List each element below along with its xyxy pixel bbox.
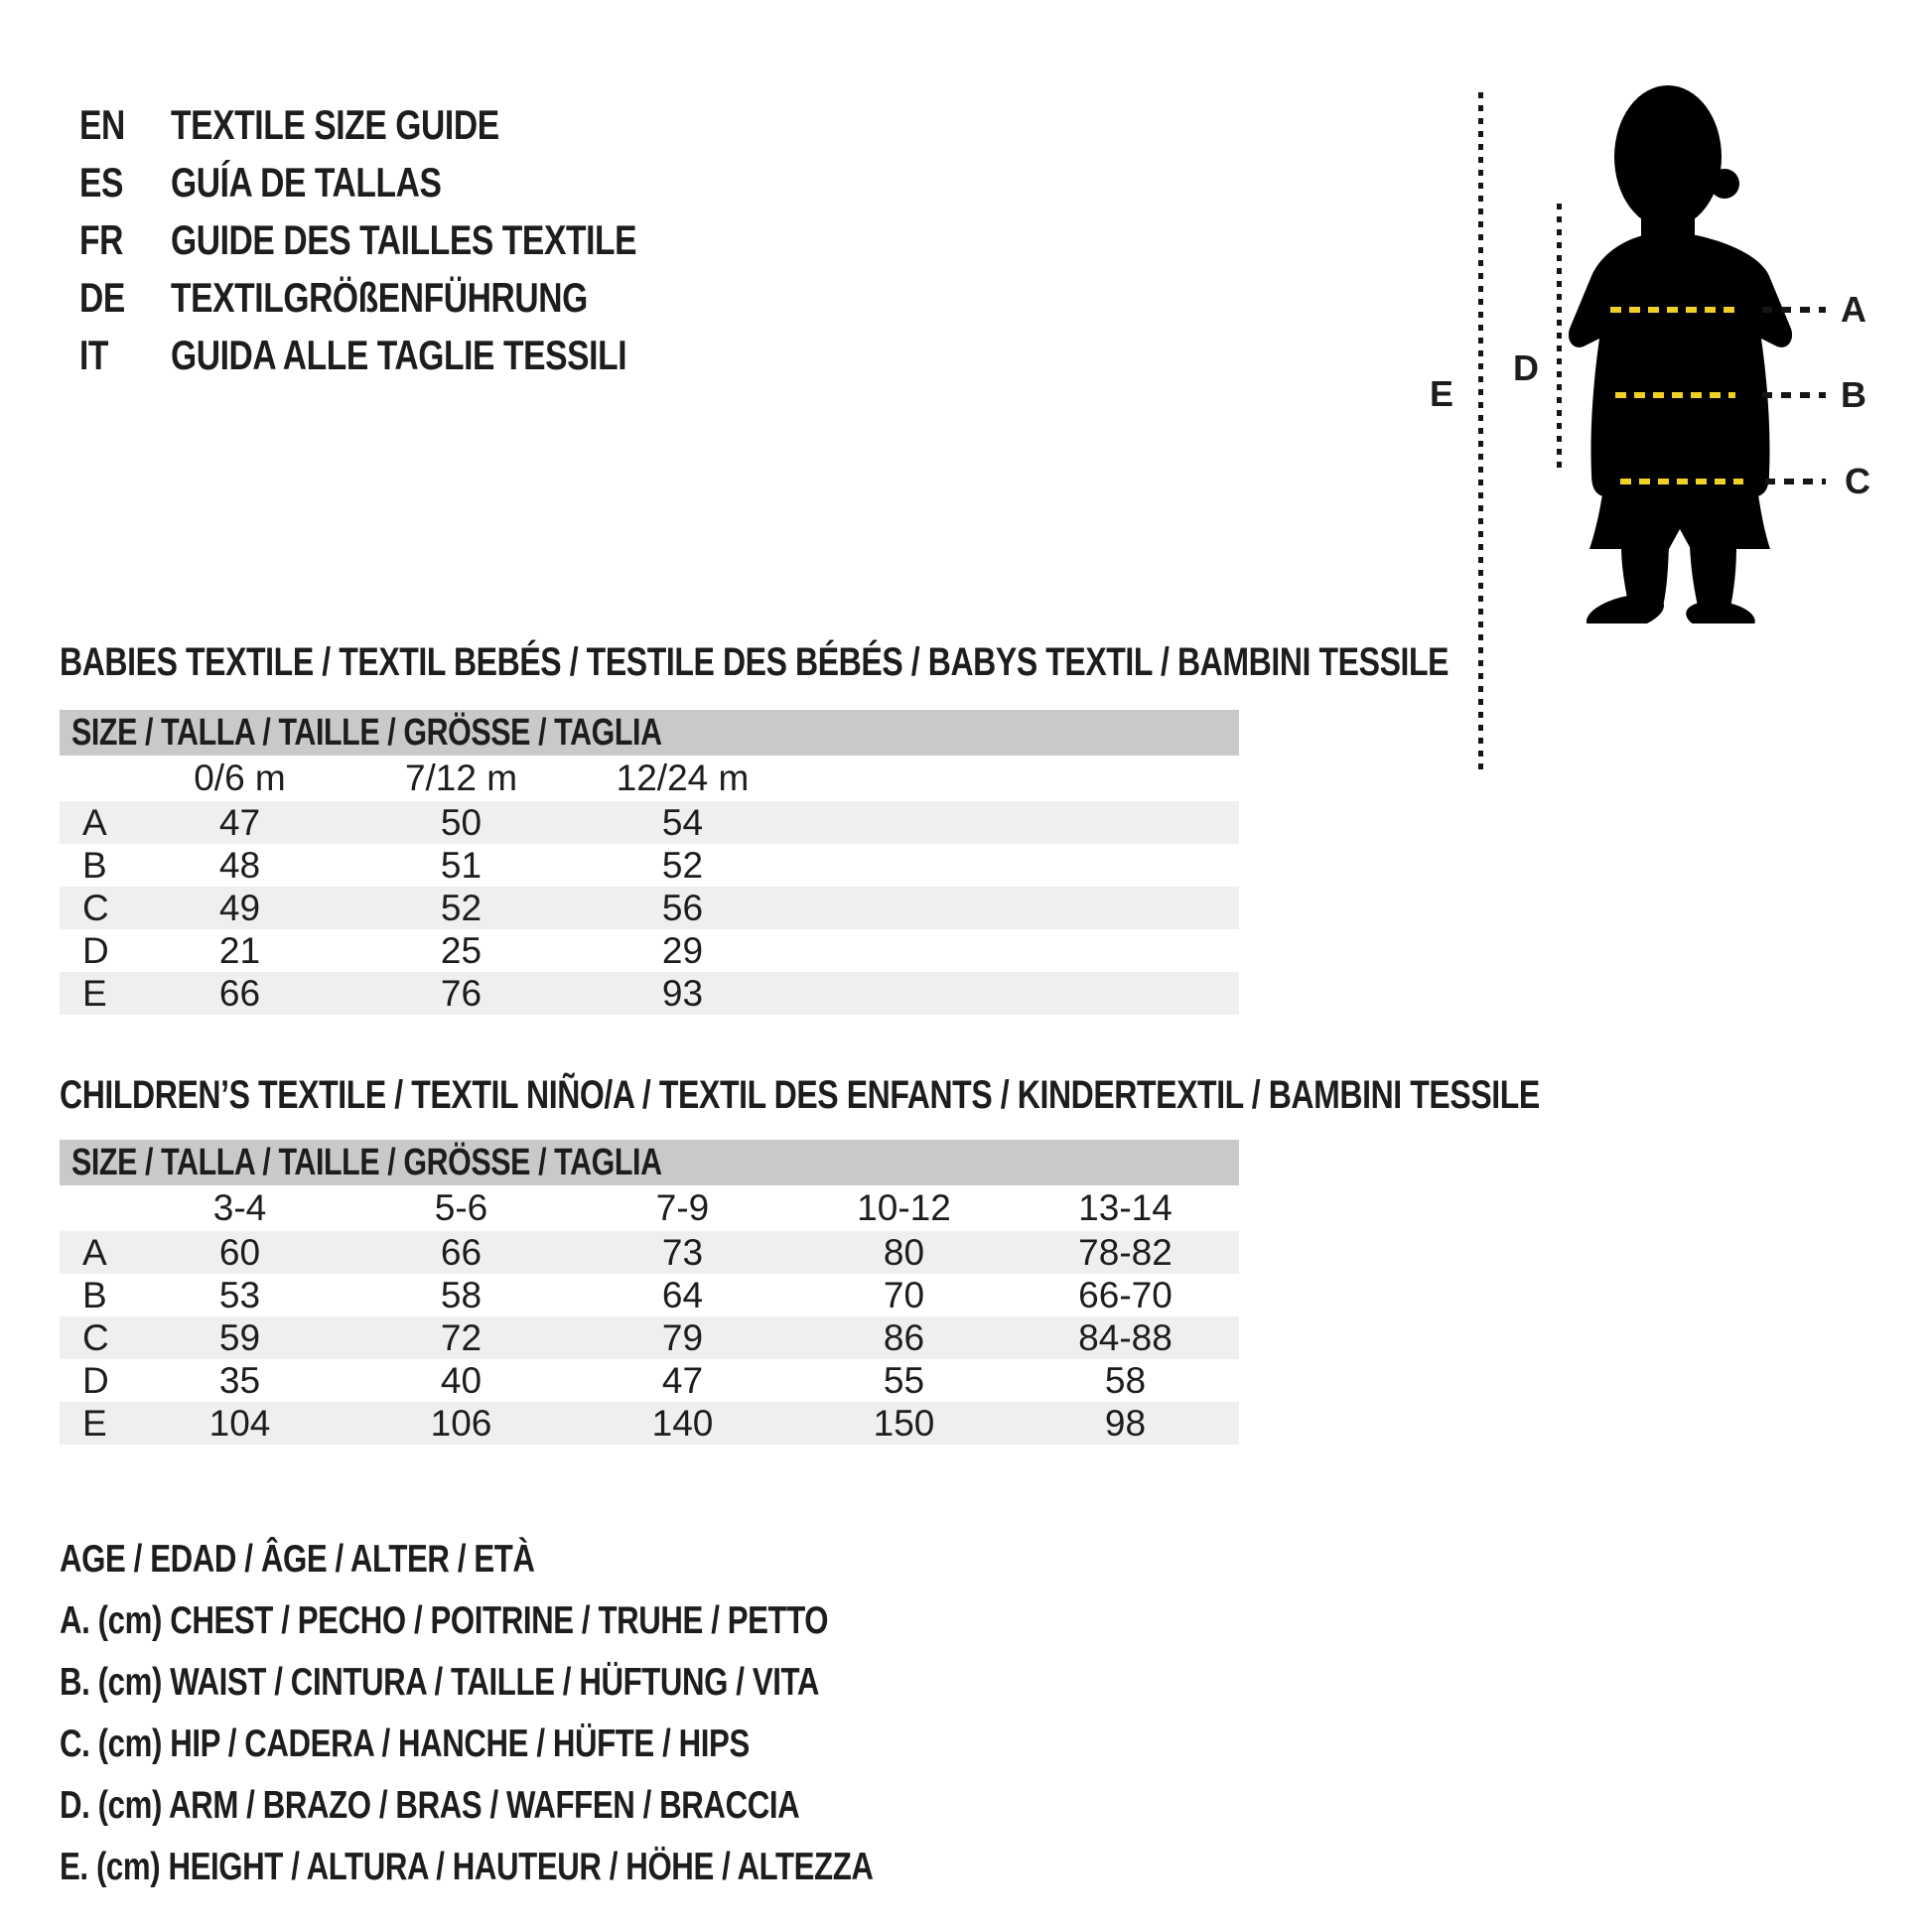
table-body [60, 1231, 1239, 1445]
table-cell-value: 84-88 [1078, 1316, 1173, 1358]
language-title-text: TEXTILE SIZE GUIDE [171, 101, 499, 148]
table-cell-value: 59 [218, 1316, 261, 1358]
measure-label-waist: B [1841, 374, 1866, 415]
legend-line-text: E. (cm) HEIGHT / ALTURA / HAUTEUR / HÖHE / ALTEZZA [60, 1846, 874, 1888]
language-title-list [79, 96, 753, 384]
table-cell-value: 98 [1104, 1402, 1147, 1444]
language-code-text: EN [79, 101, 125, 148]
table-cell-value: 70 [883, 1274, 925, 1315]
silhouette-shorts [1589, 487, 1770, 549]
table-cell-value: 50 [440, 801, 483, 843]
table-cell-value: 51 [440, 844, 483, 886]
table-cell-value: 106 [430, 1402, 492, 1444]
table-cell-value: 86 [883, 1316, 925, 1358]
chest-measure-dashed-line-yellow [1610, 307, 1737, 313]
table-row [60, 801, 1239, 844]
hip-measure-dashed-line-black [1765, 479, 1826, 484]
row-label: A [82, 1231, 107, 1273]
table-cell-value: 48 [218, 844, 261, 886]
table-cell-value: 150 [873, 1402, 935, 1444]
size-header-bar [60, 710, 1239, 756]
language-title-text: GUÍA DE TALLAS [171, 159, 442, 206]
column-header: 7/12 m [404, 758, 518, 798]
language-title-text: GUIDA ALLE TAGLIE TESSILI [171, 332, 627, 378]
row-label: B [82, 844, 107, 886]
table-body [60, 801, 1239, 1015]
table-cell-value: 79 [661, 1316, 704, 1358]
table-cell-value: 78-82 [1078, 1231, 1173, 1273]
hip-measure-dashed-line-yellow [1620, 479, 1743, 484]
table-row [60, 1231, 1239, 1274]
language-row [79, 327, 753, 384]
column-header: 7-9 [655, 1187, 710, 1228]
table-cell-value: 66 [218, 972, 261, 1014]
chest-measure-dashed-line-black [1762, 307, 1826, 313]
children-size-table [60, 1140, 1239, 1445]
legend-line-text: A. (cm) CHEST / PECHO / POITRINE / TRUHE / PETTO [60, 1599, 829, 1642]
arm-measure-dotted-line [1557, 204, 1562, 474]
column-header: 3-4 [212, 1187, 267, 1228]
language-row [79, 211, 753, 269]
children-table-title-text: CHILDREN’S TEXTILE / TEXTIL NIÑO/A / TEXTIL DES ENFANTS / KINDERTEXTIL / BAMBINI TESSILE [60, 1072, 1540, 1117]
table-cell-value: 76 [440, 972, 483, 1014]
language-code [79, 274, 171, 322]
table-cell-value: 58 [1104, 1359, 1147, 1401]
table-cell-value: 40 [440, 1359, 483, 1401]
table-row [60, 1274, 1239, 1316]
column-header: 13-14 [1078, 1187, 1173, 1228]
table-cell-value: 93 [661, 972, 704, 1014]
legend-line-text: B. (cm) WAIST / CINTURA / TAILLE / HÜFTUNG / VITA [60, 1661, 819, 1704]
language-code-text: IT [79, 332, 109, 378]
table-cell-value: 25 [440, 929, 483, 971]
legend-line [60, 1529, 1076, 1590]
legend-line-text: D. (cm) ARM / BRAZO / BRAS / WAFFEN / BRACCIA [60, 1784, 800, 1827]
row-label: C [82, 887, 109, 928]
table-cell-value: 80 [883, 1231, 925, 1273]
language-title-text: GUIDE DES TAILLES TEXTILE [171, 216, 637, 263]
table-row [60, 1316, 1239, 1359]
legend-line [60, 1590, 1076, 1652]
language-title [171, 159, 509, 207]
measurement-diagram [1420, 0, 1932, 814]
measure-label-chest: A [1841, 289, 1866, 330]
row-label: D [82, 1359, 109, 1401]
table-cell-value: 55 [883, 1359, 925, 1401]
size-header-bar [60, 1140, 1239, 1185]
legend-line [60, 1714, 1076, 1775]
table-cell-value: 47 [218, 801, 261, 843]
measure-label-arm: D [1513, 347, 1539, 388]
table-cell-value: 140 [651, 1402, 714, 1444]
table-cell-value: 52 [661, 844, 704, 886]
table-cell-value: 54 [661, 801, 704, 843]
table-cell-value: 64 [661, 1274, 704, 1315]
table-row [60, 1359, 1239, 1402]
table-cell-value: 53 [218, 1274, 261, 1315]
size-header-text: SIZE / TALLA / TAILLE / GRÖSSE / TAGLIA [71, 1141, 662, 1183]
language-code [79, 216, 171, 264]
legend-line-text: AGE / EDAD / ÂGE / ALTER / ETÀ [60, 1538, 535, 1581]
child-silhouette-image [1564, 82, 1797, 623]
measure-label-hip: C [1845, 461, 1870, 501]
language-row [79, 154, 753, 211]
table-cell-value: 49 [218, 887, 261, 928]
column-header: 12/24 m [616, 758, 750, 798]
language-row [79, 269, 753, 327]
language-title [171, 332, 741, 379]
table-cell-value: 56 [661, 887, 704, 928]
language-code-text: ES [79, 159, 124, 206]
table-cell-value: 60 [218, 1231, 261, 1273]
row-label: E [82, 972, 107, 1014]
silhouette-shirt [1569, 231, 1792, 496]
table-cell-value: 21 [218, 929, 261, 971]
table-row [60, 972, 1239, 1015]
column-header: 5-6 [434, 1187, 488, 1228]
table-cell-value: 66 [440, 1231, 483, 1273]
column-header: 0/6 m [194, 758, 286, 798]
language-code [79, 332, 171, 379]
language-code [79, 159, 171, 207]
table-row [60, 929, 1239, 972]
row-label: C [82, 1316, 109, 1358]
table-cell-value: 66-70 [1078, 1274, 1173, 1315]
legend-line [60, 1775, 1076, 1837]
legend-line-text: C. (cm) HIP / CADERA / HANCHE / HÜFTE / HIPS [60, 1723, 750, 1765]
language-title [171, 216, 753, 264]
babies-size-table [60, 710, 1239, 1015]
babies-table-title-text: BABIES TEXTILE / TEXTIL BEBÉS / TESTILE DES BÉBÉS / BABYS TEXTIL / BAMBINI TESSILE [60, 639, 1449, 684]
table-cell-value: 35 [218, 1359, 261, 1401]
legend-line [60, 1652, 1076, 1714]
language-title [171, 101, 581, 149]
table-cell-value: 73 [661, 1231, 704, 1273]
language-code [79, 101, 171, 149]
language-row [79, 96, 753, 154]
waist-measure-dashed-line-yellow [1615, 392, 1735, 398]
silhouette-ear [1710, 169, 1739, 199]
table-cell-value: 29 [661, 929, 704, 971]
table-row [60, 844, 1239, 887]
table-cell-value: 58 [440, 1274, 483, 1315]
language-code-text: DE [79, 274, 125, 321]
row-label: B [82, 1274, 107, 1315]
babies-table-title [60, 639, 1796, 685]
legend-line [60, 1837, 1076, 1898]
table-row [60, 887, 1239, 929]
column-header-row [60, 1185, 1239, 1231]
table-cell-value: 72 [440, 1316, 483, 1358]
row-label: A [82, 801, 107, 843]
column-header-row [60, 756, 1239, 801]
waist-measure-dashed-line-black [1762, 392, 1826, 398]
row-label: D [82, 929, 109, 971]
table-row [60, 1402, 1239, 1445]
measurement-legend [60, 1529, 1076, 1898]
language-title [171, 274, 692, 322]
column-header: 10-12 [857, 1187, 951, 1228]
language-title-text: TEXTILGRÖßENFÜHRUNG [171, 274, 588, 321]
table-cell-value: 47 [661, 1359, 704, 1401]
language-code-text: FR [79, 216, 123, 263]
size-header-text: SIZE / TALLA / TAILLE / GRÖSSE / TAGLIA [71, 711, 662, 754]
children-table-title [60, 1072, 1910, 1118]
table-cell-value: 52 [440, 887, 483, 928]
measure-label-height: E [1430, 373, 1454, 414]
table-cell-value: 104 [208, 1402, 271, 1444]
row-label: E [82, 1402, 107, 1444]
